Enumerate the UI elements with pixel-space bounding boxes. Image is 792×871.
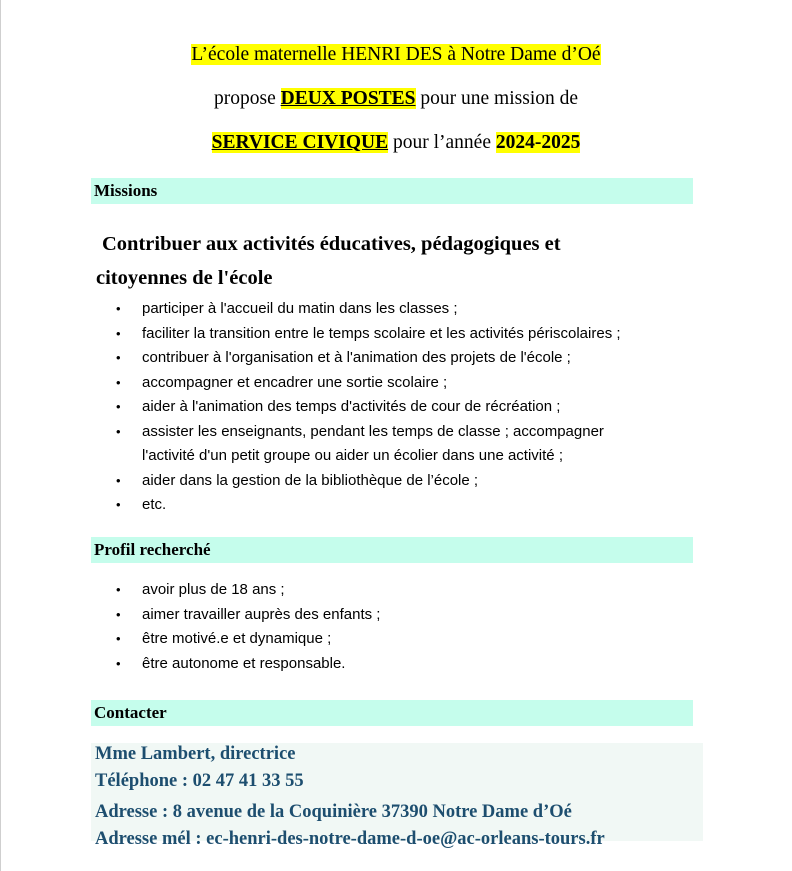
list-item: • contribuer à l'organisation et à l'animation des projets de l'école ; xyxy=(112,346,712,371)
section-contact-title: Contacter xyxy=(91,700,693,726)
header-school-name: L’école maternelle HENRI DES à Notre Dame d’Oé xyxy=(191,44,601,65)
missions-subtitle-line-2: citoyennes de l'école xyxy=(96,267,273,289)
header-line-2 xyxy=(0,88,792,110)
list-item: • être motivé.e et dynamique ; xyxy=(112,627,712,652)
header-line-1 xyxy=(0,44,792,66)
header-mission-text: pour une mission de xyxy=(415,88,579,109)
missions-list xyxy=(112,297,712,518)
page-left-border xyxy=(0,0,1,871)
header-annee-text: pour l’année xyxy=(388,132,496,153)
list-item: • faciliter la transition entre le temps scolaire et les activités périscolaires ; xyxy=(112,322,712,347)
header-service-civique: SERVICE CIVIQUE xyxy=(211,132,389,153)
list-item: • participer à l'accueil du matin dans les classes ; xyxy=(112,297,712,322)
contact-phone: Téléphone : 02 47 41 33 55 xyxy=(95,771,304,791)
list-item: • etc. xyxy=(112,493,712,518)
list-item: • assister les enseignants, pendant les temps de classe ; accompagner l'activité d'un petit groupe ou aider un écolier dans une activité ; xyxy=(112,420,657,469)
section-profil-title: Profil recherché xyxy=(91,537,693,563)
list-item: • accompagner et encadrer une sortie scolaire ; xyxy=(112,371,712,396)
contact-name: Mme Lambert, directrice xyxy=(95,744,296,764)
header-year: 2024-2025 xyxy=(495,132,581,153)
contact-address: Adresse : 8 avenue de la Coquinière 37390 Notre Dame d’Oé xyxy=(95,802,572,822)
profil-list xyxy=(112,578,712,676)
contact-email: Adresse mél : ec-henri-des-notre-dame-d-oe@ac-orleans-tours.fr xyxy=(95,829,605,849)
section-missions-title: Missions xyxy=(91,178,693,204)
list-item: • aimer travailler auprès des enfants ; xyxy=(112,603,712,628)
list-item: • aider dans la gestion de la bibliothèque de l’école ; xyxy=(112,469,712,494)
header-line-3 xyxy=(0,132,792,154)
header-deux-postes: DEUX POSTES xyxy=(280,88,416,109)
missions-subtitle-line-1: Contribuer aux activités éducatives, pédagogiques et xyxy=(102,233,561,255)
list-item: • avoir plus de 18 ans ; xyxy=(112,578,712,603)
header-propose-text: propose xyxy=(213,88,281,109)
list-item: • aider à l'animation des temps d'activités de cour de récréation ; xyxy=(112,395,712,420)
list-item: • être autonome et responsable. xyxy=(112,652,712,677)
